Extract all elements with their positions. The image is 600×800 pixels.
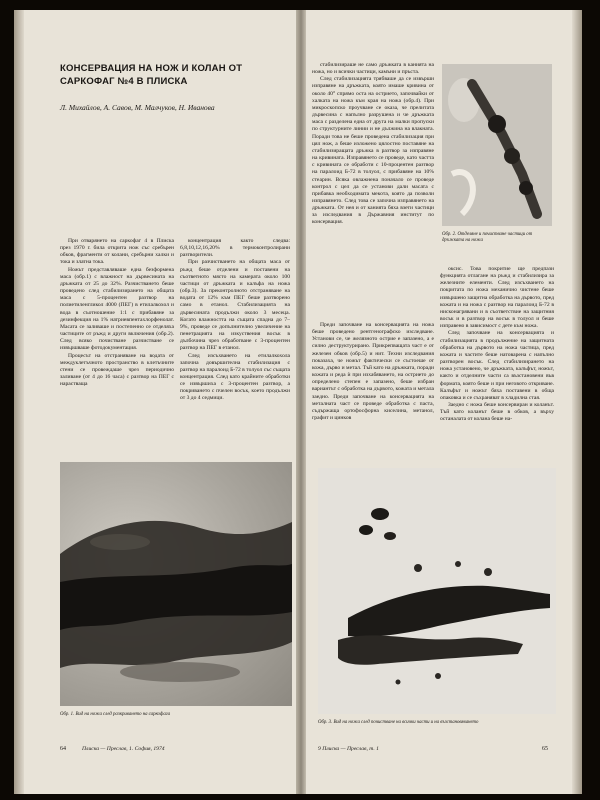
- paragraph: концентрация както следва: 6,8,10,12,16,20% в термоконтролирани разтворители.: [180, 238, 290, 259]
- book-spine: [296, 10, 306, 794]
- figure-3-caption: Обр. 3. Вид на ножа след почистване на всички части и на възстановяването: [318, 720, 479, 725]
- cleaning-process-image: [442, 64, 552, 226]
- page-stack-right: [572, 10, 582, 794]
- paragraph: След стабилизацията трябваше да се извърши изправяне на дръжката, която имаше кривина от около 40° спрямо оста на острието, започвайки от халката на ножа към края на ножа (обр.4). При микроскопско проучване се оказа, че прелитата дървесина с напълно разрушена и че дръжката маса с разделена една от друга на малки пропуски по структурните линии и не дължина на влакната. Поради това не беше проведена стабилизация при цял нож, а беше изложено цялостно поставяне на стабилизиращата дръжка в разтвор за изправяне на кривината. Изправянето се проведе, като частта с кривината се обработи с 10-процентен разтвор на паралоид Б-72 в толуол, с прибавяне на 10% стеарин. Всяка овлажнена поначало се проведе контрол с цел да се установи дали масата с прибавка необходимата мекота, която да позволи изправянето. След това се започна изправянето на дръжката. От нея и от канията бяха взети частици за изследвания в Държавния институт по консервация.: [312, 76, 434, 226]
- figure-1-photo: [60, 462, 292, 706]
- running-footer-right: 9 Плиска — Преслав, т. 1: [318, 746, 379, 752]
- page-number-right: 65: [542, 746, 548, 752]
- right-page-column-2: [440, 266, 554, 462]
- paragraph: оксис. Това покритие ще предпази функцията отлагане на ръжд и стабилизира за железните елементи. След изсъхването на покритата по ножа механично чистене беше извършено защитна обработка на дървото, пред кожата и на ножа с разтвор на паралоид Б-72 в нисконагрявани и в съответствие на защитния восък и в разтвор на восък в толуол и беше изправено в зависимост с дете към ножа.: [440, 266, 554, 330]
- paragraph: Заедно с ножа беше консервиран и коланът. Тъй като коланът беше в обков, а върху останалата от колана беше на-: [440, 401, 554, 423]
- figure-3-photo: [318, 468, 556, 714]
- article-title: КОНСЕРВАЦИЯ НА НОЖ И КОЛАН ОТ САРКОФАГ №4 В ПЛИСКА: [60, 63, 243, 87]
- paragraph: Ножът представляваше една безформена маса (обр.1) с влажност на дървесината на дръжката от 25 до 32%. Разчистването беше проведено след стабилизирането на общата маса с 5-процентен разтвор на полиетиленгликол 4000 (ПЕГ) в етилалкохол и вода в съотношение 1:1 с прибавяне за дезинфекция на 1% натриевпентахлорфенолат. Масата се заливаше и постепенно се отделяха частиците от ръжд и други включения (обр.2). След всяко почистване разчистване се извършваше фотодокументация.: [60, 266, 174, 352]
- right-page-column-1-top: [312, 62, 434, 314]
- figure-1-caption: Обр. 1. Вид на ножа след разкриването на саркофага: [60, 712, 171, 717]
- page-number-left: 64: [60, 746, 66, 752]
- left-page-column-2: [180, 238, 290, 456]
- running-footer-left: Плиска — Преслав, 1. София, 1974: [82, 746, 165, 752]
- paragraph: След започване на консервацията и стабилизацията в продължение на защитната обработка на дървото на ножа частица, пред кожата и частите беше натоварена с напълно разтворен восък. След стабилизирането на ножа установено, че дръжката, калъфът, ножът, както и отделните части са възстановени във формата, която беше и при неговото откриване. Калъфът и ножът бяха поставени в обща опаковка и се съхраняват в хладилна стая.: [440, 330, 554, 401]
- paragraph: Преди започване на консервацията на ножа беше проведено рентгенографско изследване. Установи се, че желязното острие е запазено, а е силно деструктурирано. Прикрепващата част е от железен обков (обр.5) и нит. Техни изследвания показаха, че ножът фактически се състоеше от кожа, дърво и метал. Тъй като на дръжката, поради кожата и реда ѝ при изхабяването, на острието до определено степен е запазено, беше избран вариантът с обработка на дървото, кожата и метала заедно. Преди започване на консервацията на металната част се проведе обработка с паста, съдържаща ортофосфорна киселина, метанол, графит и цинков: [312, 322, 434, 422]
- paragraph: стабилизираше не само дръжката в канията на ножа, но и всички частици, камъни и пръста.: [312, 62, 434, 76]
- article-authors: Л. Михайлов, А. Савов, М. Малчуков, Н. Иванова: [60, 103, 215, 112]
- paragraph: При отварянето на саркофаг 4 в Плиска през 1970 г. била открита нож със сребърен обков, фрагменти от колани, сребърни халки и тока и златна тока.: [60, 238, 174, 266]
- page-stack-left: [14, 10, 24, 794]
- paragraph: При разчистването на общата маса от ръжд беше отделени и поставени на съответното място на камерата около 100 частици от дръжката и калъфа на ножа (обр.3). За преконтролното отстраняване на водата от 12% към ПЕГ беше разтворено само в етанол. Стабилизацията на дървесината продължи около 3 месеца. Когато влажността на същата спадна до 7–9%, проведе се допълнително увеличение на пенетрацията на изкуствения восък в дълбочина чрез обработване с 3-процентен разтвор на ПЕГ в етанол.: [180, 259, 290, 352]
- right-page-column-1-bottom: [312, 322, 434, 462]
- knife-fragments-image: [318, 468, 556, 714]
- left-page-column-1: [60, 238, 174, 456]
- figure-2-photo: [442, 64, 552, 226]
- paragraph: Процесът на отстраняване на водата от междуклетъчното пространство в клетъчните стени се провеждаше чрез периодично заливане (от 4 до 16 часа) с разтвор на ПЕГ с нарастваща: [60, 352, 174, 388]
- knife-mass-image: [60, 462, 292, 706]
- figure-2-caption: Обр. 2. Отделяне и почистване частици от дръжката на ножа: [442, 232, 533, 243]
- paragraph: След изсъхването на етилалкохола започна довършителна стабилизация с разтвор на паралоид Б-72 в толуол със същата концентрация. След като крайните обработки се извършиха с 3-процентен разтвор, а покриването с пчелен восък, което продължи от 3 до 4 седмици.: [180, 352, 290, 402]
